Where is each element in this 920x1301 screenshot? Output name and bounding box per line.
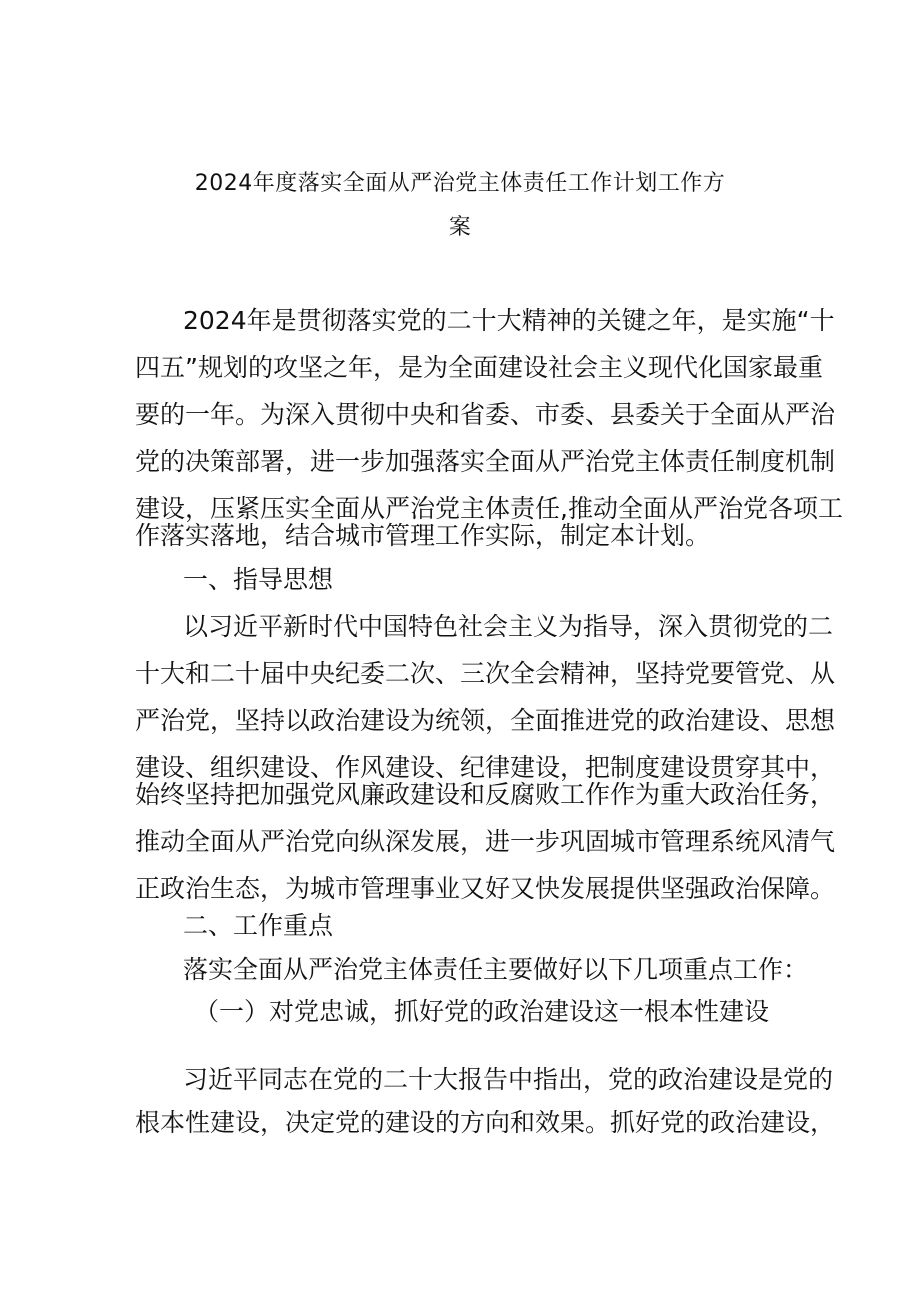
section-1-line: 推动全面从严治党向纵深发展，进一步巩固城市管理系统风清气 <box>135 827 836 856</box>
intro-paragraph-line: 要的一年。为深入贯彻中央和省委、市委、县委关于全面从严治 <box>135 400 836 429</box>
intro-paragraph-line: 党的决策部署，进一步加强落实全面从严治党主体责任制度机制 <box>135 447 836 476</box>
section-1-heading: 一、指导思想 <box>183 565 334 594</box>
intro-paragraph-line: 建设，压紧压实全面从严治党主体责任,推动全面从严治党各项工 <box>135 494 843 523</box>
intro-paragraph-line: 2024年是贯彻落实党的二十大精神的关键之年，是实施“十 <box>183 306 835 335</box>
intro-paragraph-line: 四五”规划的攻坚之年，是为全面建设社会主义现代化国家最重 <box>135 353 823 382</box>
intro-paragraph-line: 作落实落地，结合城市管理工作实际，制定本计划。 <box>135 521 711 550</box>
section-2-intro: 落实全面从严治党主体责任主要做好以下几项重点工作： <box>183 955 809 984</box>
section-1-line: 十大和二十届中央纪委二次、三次全会精神，坚持党要管党、从 <box>135 659 836 688</box>
subsection-1-line: 根本性建设，决定党的建设的方向和效果。抓好党的政治建设， <box>135 1108 836 1137</box>
subsection-1-line: 习近平同志在党的二十大报告中指出，党的政治建设是党的 <box>183 1065 834 1094</box>
document-title-line-1: 2024年度落实全面从严治党主体责任工作计划工作方 <box>194 171 726 196</box>
section-2-heading: 二、工作重点 <box>183 911 334 940</box>
section-1-line: 以习近平新时代中国特色社会主义为指导，深入贯彻党的二 <box>183 612 834 641</box>
section-1-line: 严治党，坚持以政治建设为统领，全面推进党的政治建设、思想 <box>135 706 836 735</box>
section-1-line: 始终坚持把加强党风廉政建设和反腐败工作作为重大政治任务， <box>135 780 836 809</box>
document-title-line-2: 案 <box>448 215 472 240</box>
subsection-1-heading: （一）对党忠诚，抓好党的政治建设这一根本性建设 <box>194 997 770 1026</box>
section-1-line: 建设、组织建设、作风建设、纪律建设，把制度建设贯穿其中， <box>135 753 836 782</box>
section-1-line: 正政治生态，为城市管理事业又好又快发展提供坚强政治保障。 <box>135 874 836 903</box>
